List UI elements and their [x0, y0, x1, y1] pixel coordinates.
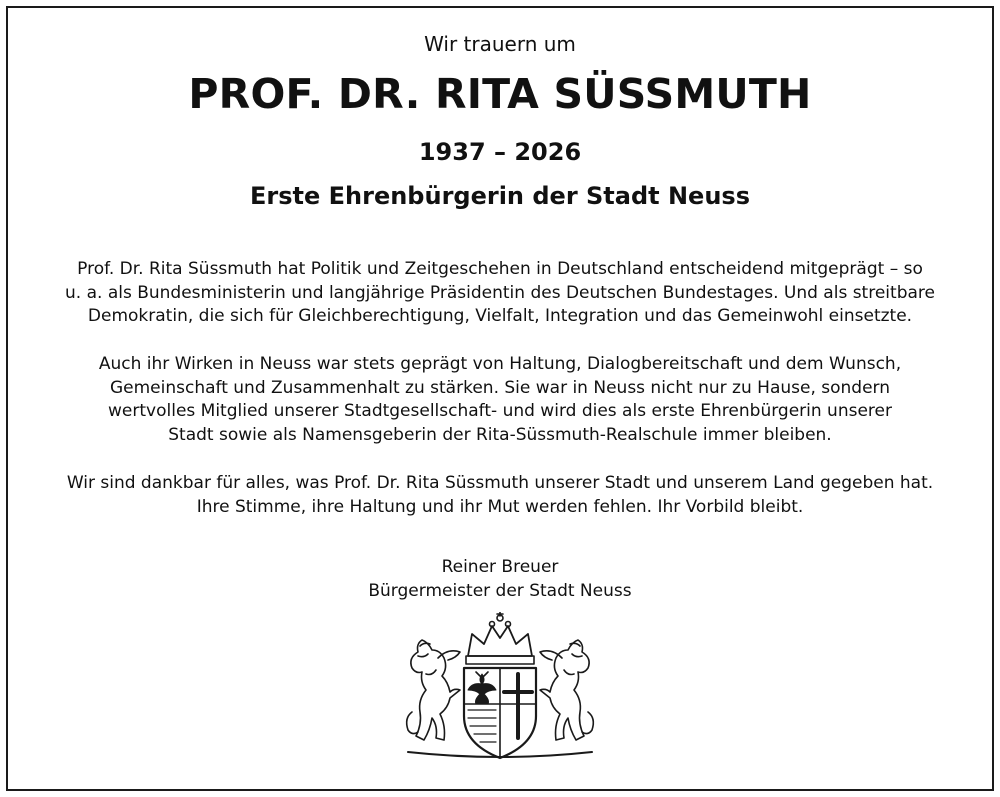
paragraph-line: Gemeinschaft und Zusammenhalt zu stärken. Sie war in Neuss nicht nur zu Hause, sondern: [109, 377, 891, 398]
paragraph-line: u. a. als Bundesministerin und langjährige Präsidentin des Deutschen Bundestages. Und als streitbare: [65, 282, 935, 303]
life-years: 1937 – 2026: [418, 138, 582, 166]
paragraph-line: Stadt sowie als Namensgeberin der Rita-Süssmuth-Realschule immer bleiben.: [168, 424, 832, 445]
honor-title: Erste Ehrenbürgerin der Stadt Neuss: [250, 182, 750, 210]
paragraph-neuss: [20, 353, 980, 447]
deceased-name: PROF. DR. RITA SÜSSMUTH: [188, 70, 812, 118]
signature-role: Bürgermeister der Stadt Neuss: [368, 580, 632, 601]
neuss-coat-of-arms-icon: [400, 612, 600, 762]
paragraph-line: Ihre Stimme, ihre Haltung und ihr Mut werden fehlen. Ihr Vorbild bleibt.: [196, 496, 804, 517]
paragraph-politics: [20, 258, 980, 329]
paragraph-line: Auch ihr Wirken in Neuss war stets geprägt von Haltung, Dialogbereitschaft und dem Wunsch,: [98, 354, 902, 374]
signature-name: Reiner Breuer: [441, 557, 559, 577]
paragraph-line: Wir sind dankbar für alles, was Prof. Dr. Rita Süssmuth unserer Stadt und unserem Land gegeben hat.: [66, 473, 934, 493]
paragraph-line: wertvolles Mitglied unserer Stadtgesellschaft- und wird dies als erste Ehrenbürgerin unserer: [108, 401, 892, 421]
paragraph-gratitude: [20, 472, 980, 519]
paragraph-line: Prof. Dr. Rita Süssmuth hat Politik und Zeitgeschehen in Deutschland entscheidend mitgeprägt – so: [77, 259, 923, 279]
intro-text: Wir trauern um: [424, 32, 576, 56]
signature-block: [0, 556, 1000, 603]
paragraph-line: Demokratin, die sich für Gleichberechtigung, Vielfalt, Integration und das Gemeinwohl einsetzte.: [87, 306, 913, 326]
